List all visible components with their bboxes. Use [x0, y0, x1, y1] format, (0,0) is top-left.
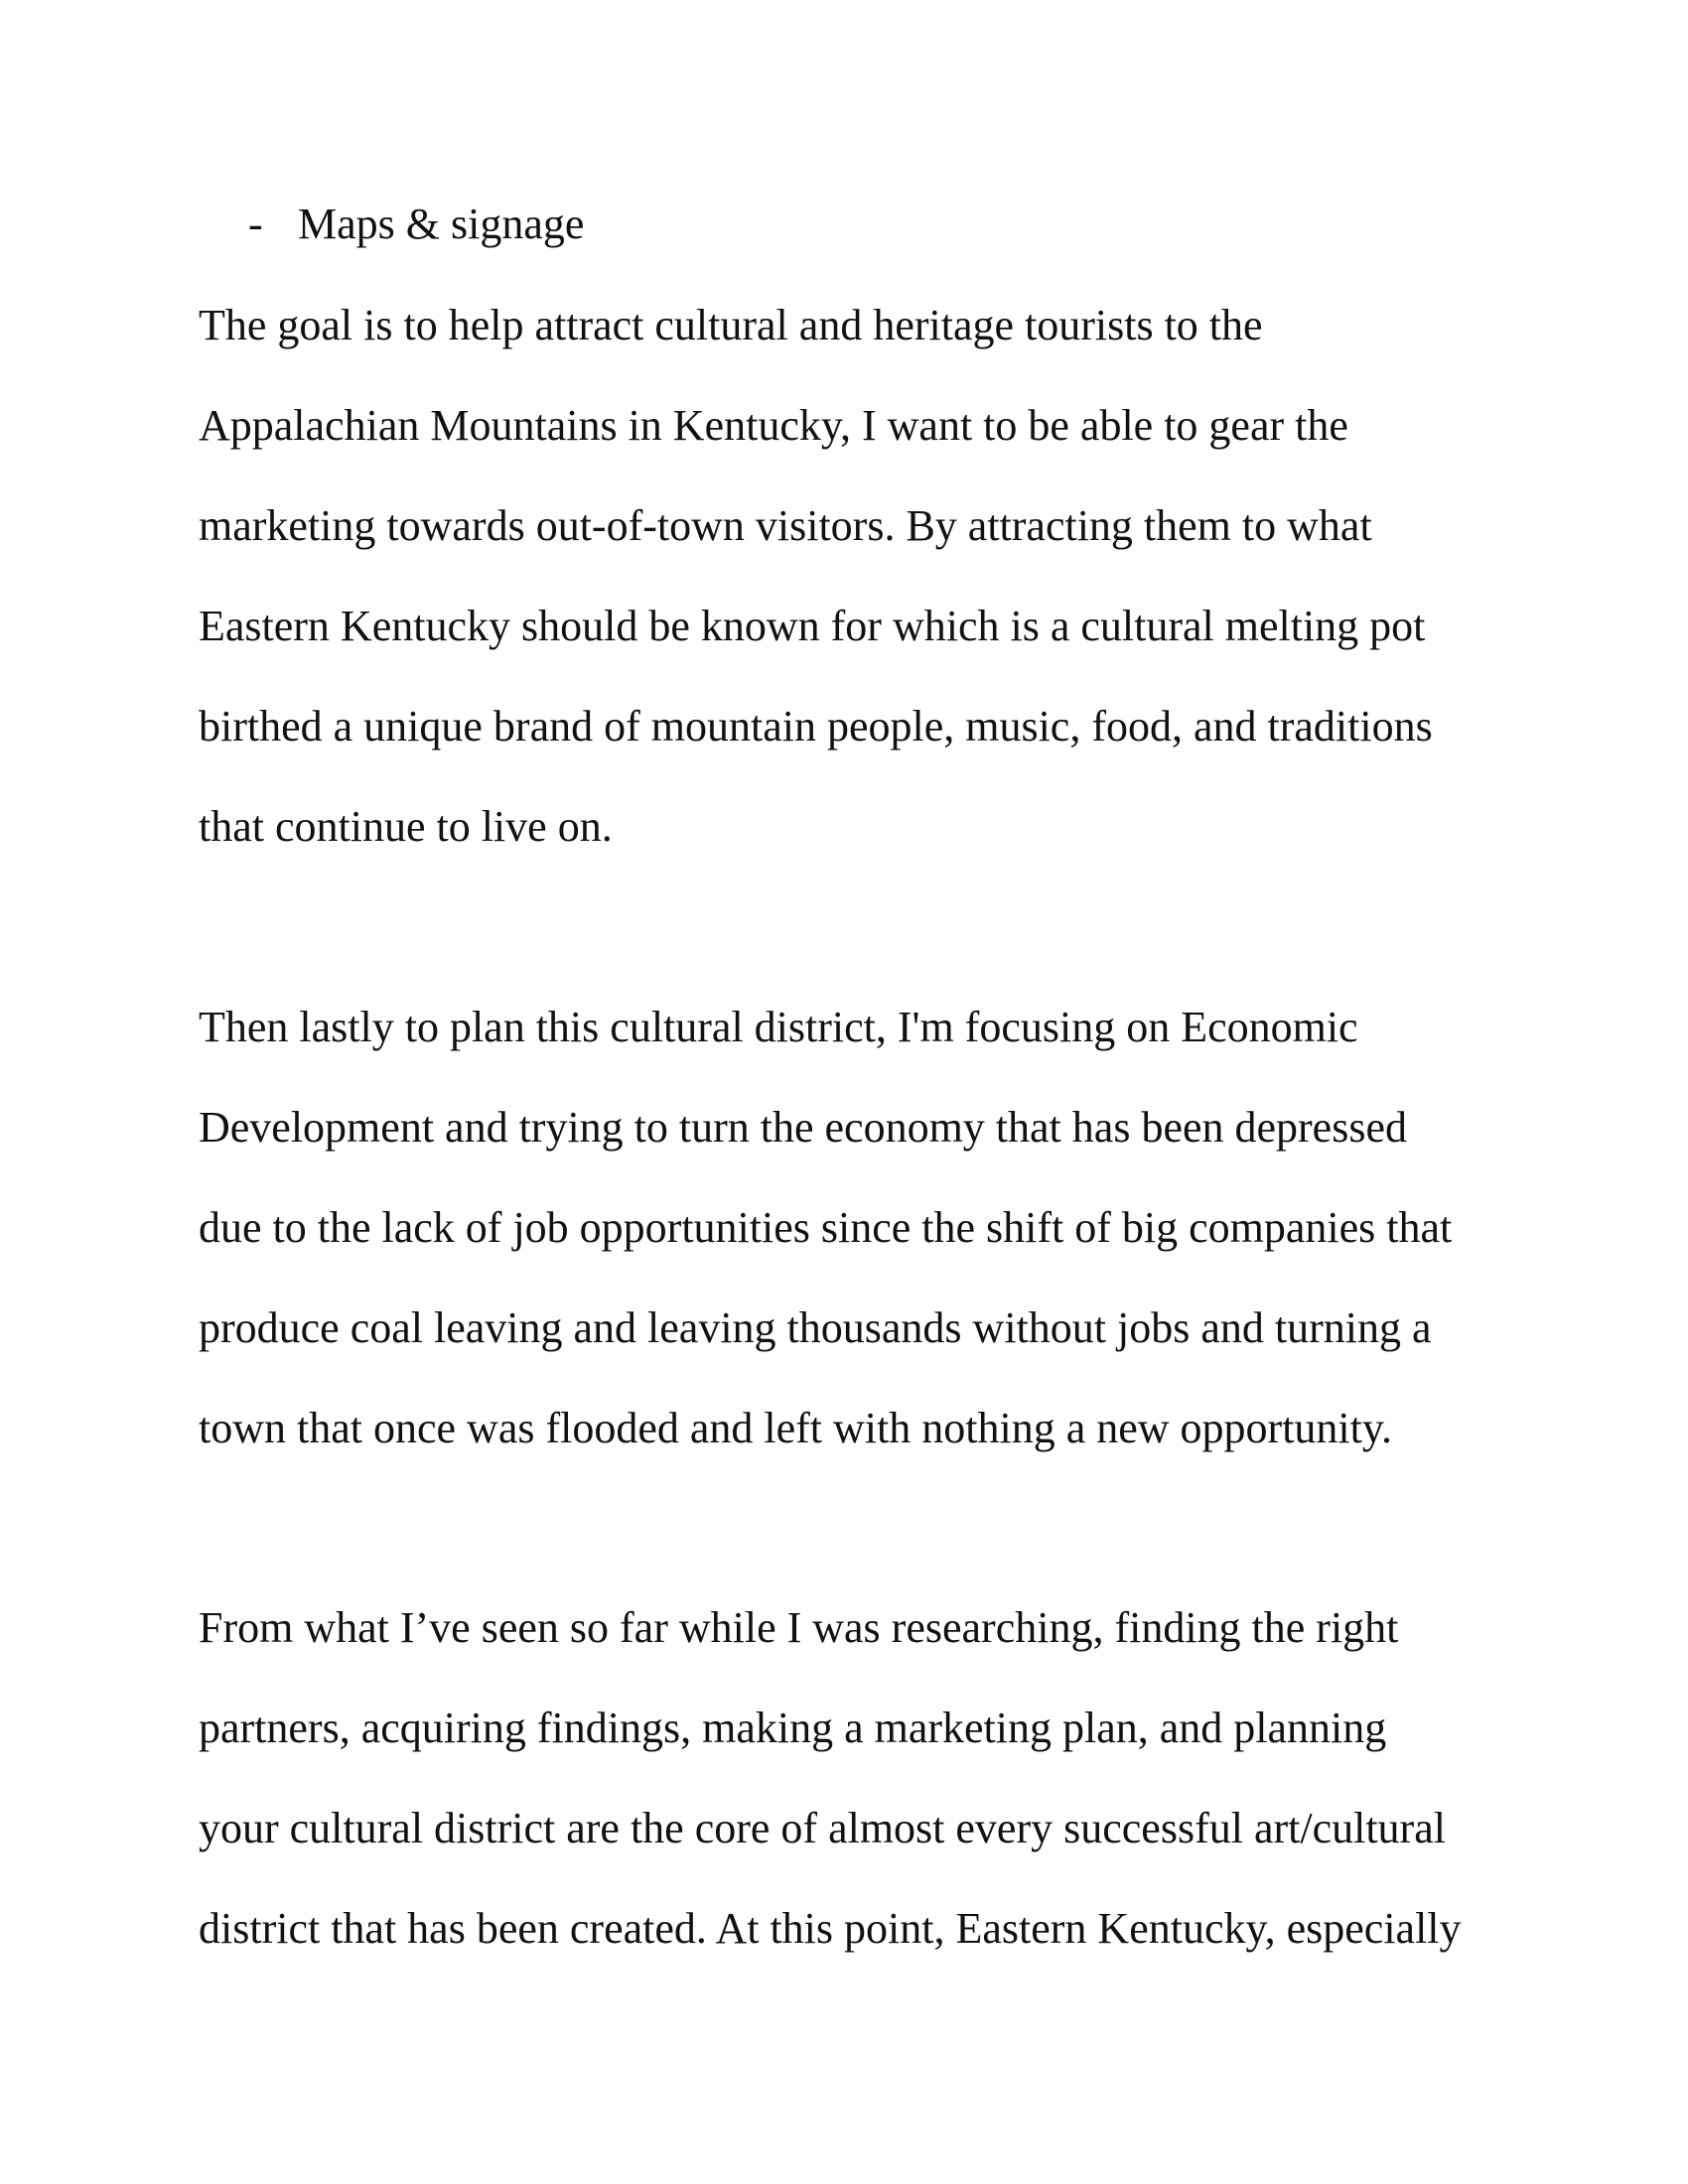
text-line: that continue to live on. [199, 802, 613, 851]
text-line: marketing towards out-of-town visitors. By attracting them to what [199, 501, 1372, 550]
bullet-marker: - [248, 200, 263, 248]
bullet-text: Maps & signage [298, 200, 585, 248]
text-line: due to the lack of job opportunities since the shift of big companies that [199, 1203, 1453, 1252]
text-line: The goal is to help attract cultural and heritage tourists to the [199, 301, 1263, 349]
text-line: Eastern Kentucky should be known for which is a cultural melting pot [199, 602, 1426, 650]
text-line: birthed a unique brand of mountain people, music, food, and traditions [199, 702, 1433, 751]
text-line: town that once was flooded and left with nothing a new opportunity. [199, 1404, 1393, 1452]
text-line: produce coal leaving and leaving thousands without jobs and turning a [199, 1303, 1432, 1352]
text-line: district that has been created. At this point, Eastern Kentucky, especially [199, 1904, 1462, 1953]
text-line: Development and trying to turn the economy that has been depressed [199, 1103, 1407, 1152]
text-line: your cultural district are the core of almost every successful art/cultural [199, 1804, 1446, 1852]
text-line: From what I’ve seen so far while I was researching, finding the right [199, 1603, 1399, 1652]
text-line: Appalachian Mountains in Kentucky, I want to be able to gear the [199, 401, 1348, 450]
text-line: Then lastly to plan this cultural district, I'm focusing on Economic [199, 1003, 1358, 1051]
text-line: partners, acquiring findings, making a marketing plan, and planning [199, 1704, 1387, 1752]
